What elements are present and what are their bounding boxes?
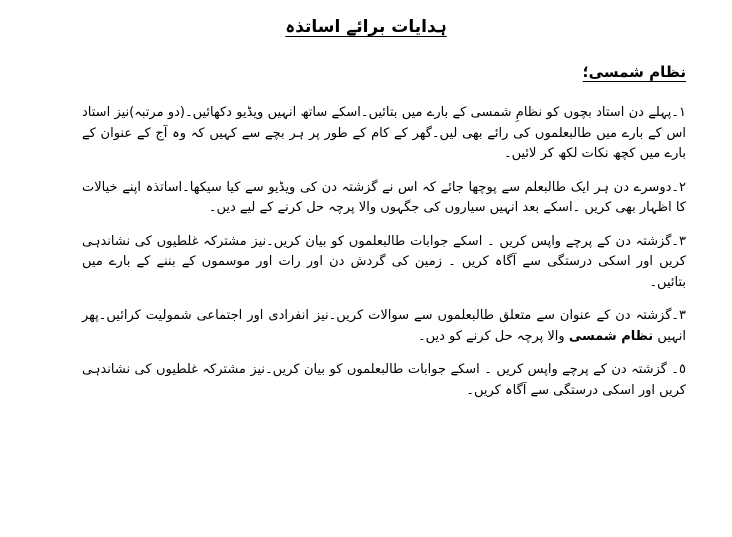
page-title-text: ہدایات برائے اساتذہ [285, 17, 447, 37]
instruction-paragraph-5: ٥۔ گزشتہ دن کے پرچے واپس کریں ۔ اسکے جوابات طالبعلموں کو بیان کریں۔نیز مشترکہ غلطیوں کی نشاندہی کریں اور اسکی درستگی سے آگاہ کریں۔ [82, 362, 686, 398]
instructions-body [82, 103, 686, 414]
instruction-paragraph-3: ٣۔گزشتہ دن کے پرچے واپس کریں ۔ اسکے جوابات طالبعلموں کو بیان کریں۔نیز مشترکہ غلطیوں کی نشاندہی کریں اور اسکی درستگی سے آگاہ کریں ۔ زمین کی گردش دن اور رات اور موسموں کے بننے کے بارے میں بتائیں۔ [82, 233, 686, 290]
section-heading: نظام شمسی؛ [582, 63, 686, 81]
instruction-paragraph-2: ٢۔دوسرے دن ہر ایک طالبعلم سے پوچھا جائے کہ اس نے گزشتہ دن کی ویڈیو سے کیا سیکھا۔اساتذہ اپنے خیالات کا اظہار بھی کریں ۔اسکے بعد انہیں سیاروں کی جگہوں والا پرچہ حل کرنے کے لیے دیں۔ [82, 179, 686, 215]
page-title [0, 14, 732, 40]
paragraph-4-text-before: ٣۔گزشتہ دن کے عنوان سے متعلق طالبعلموں سے سوالات کریں۔نیز انفرادی اور اجتماعی شمولیت کرائیں۔پھر انہیں [82, 308, 686, 344]
paragraph-4-text-after: والا پرچہ حل کرنے کو دیں۔ [417, 328, 569, 344]
instruction-paragraph-4 [82, 306, 686, 347]
paragraph-4-bold-term: نظام شمسی [568, 328, 654, 344]
instruction-paragraph-1: ١۔پہلے دن استاد بچوں کو نظامِ شمسی کے بارے میں بتائیں۔اسکے ساتھ انہیں ویڈیو دکھائیں۔(دو مرتبہ)نیز استاد اس کے بارے میں طالبعلموں کی رائے بھی لیں۔گھر کے کام کے طور پر ہر بچے سے کہیں کہ وہ آج کے عنوان کے بارے میں کچھ نکات لکھ کر لائیں۔ [82, 105, 686, 161]
